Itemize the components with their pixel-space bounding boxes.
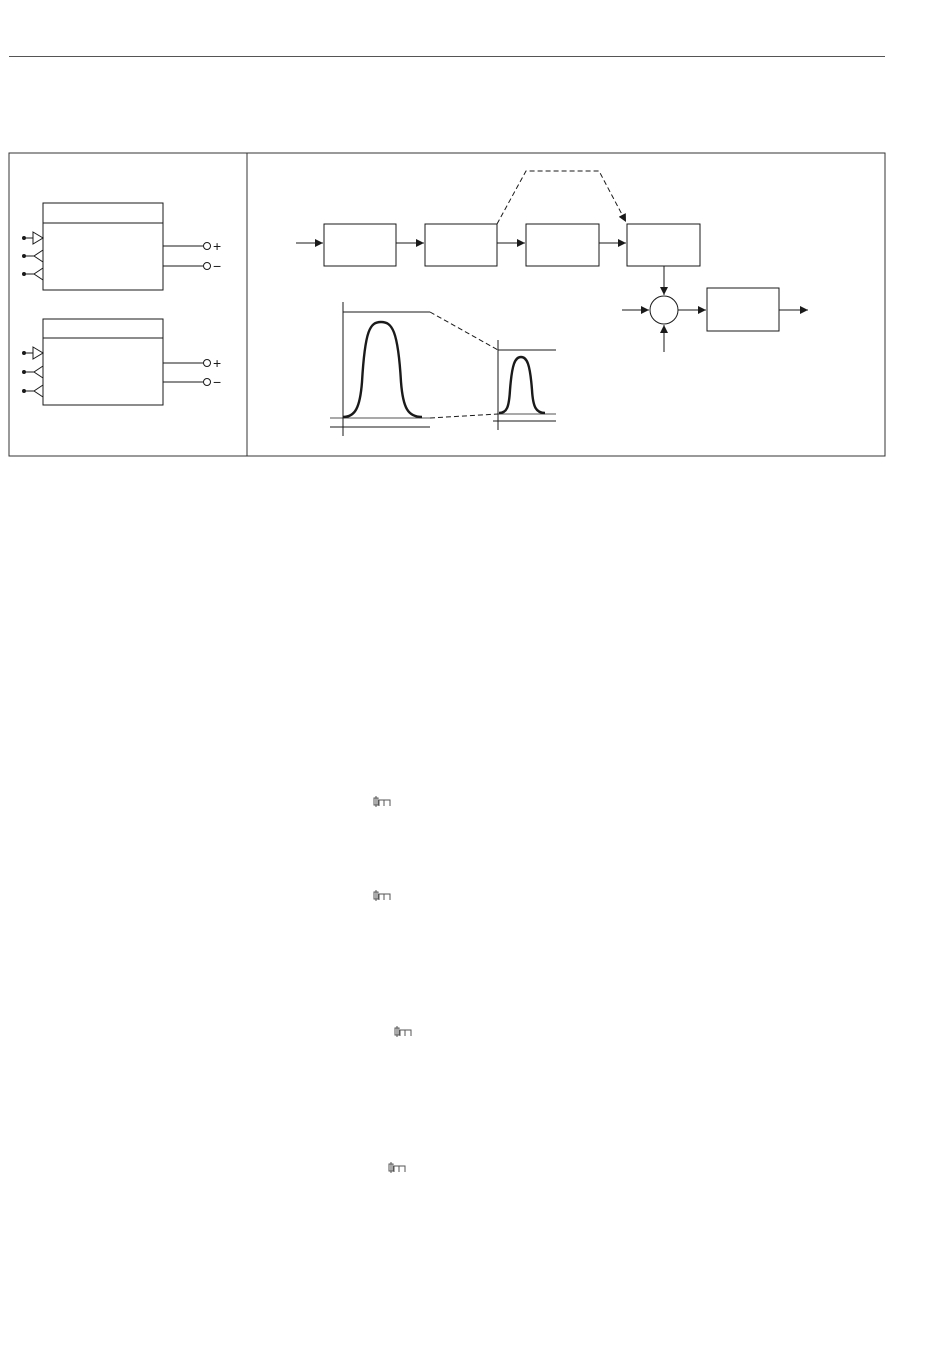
- large-pulse-curve: [343, 322, 422, 417]
- module-2: [23, 319, 222, 405]
- module-2-plus-label: +: [213, 355, 222, 371]
- module-2-minus-label: −: [213, 374, 222, 390]
- module-1-plus-label: +: [213, 238, 222, 254]
- small-pulse-curve: [499, 357, 545, 413]
- module-1-inputs: [23, 232, 44, 280]
- module-1-minus-label: −: [213, 258, 222, 274]
- chain-block-2: [425, 224, 497, 266]
- module-2-inputs: [23, 347, 44, 397]
- module-1: [23, 203, 222, 290]
- zoom-dashed-lines: [430, 312, 498, 418]
- module-1-outputs: [163, 243, 211, 270]
- module-2-outputs: [163, 360, 211, 386]
- block-diagram-figure: [0, 0, 950, 470]
- bypass-dashed-path: [497, 171, 626, 224]
- chain-block-3: [526, 224, 599, 266]
- pulse-plot-large: [330, 302, 430, 436]
- sensor-symbol-icon: [394, 1026, 412, 1037]
- chain-block-1: [324, 224, 396, 266]
- summing-junction: [650, 296, 678, 324]
- chain-block-4: [627, 224, 700, 266]
- sensor-symbol-icon: [388, 1162, 406, 1173]
- output-block: [707, 288, 779, 331]
- sensor-symbol-icon: [373, 796, 391, 807]
- pulse-plot-small: [493, 340, 556, 430]
- sensor-symbol-icon: [373, 890, 391, 901]
